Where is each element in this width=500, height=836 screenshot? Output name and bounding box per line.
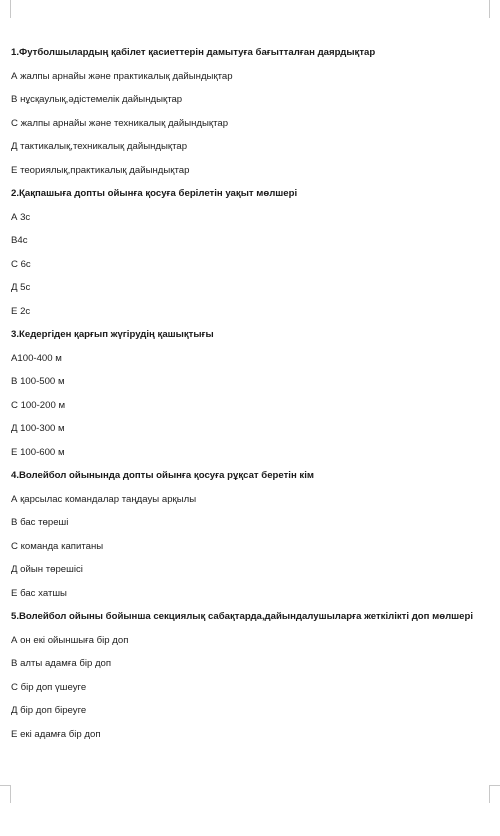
question-4-option-c: С команда капитаны [11, 540, 104, 552]
question-2-option-a: А 3с [11, 211, 31, 223]
question-5-option-a: А он екі ойыншыға бір доп [11, 634, 129, 646]
question-5-option-c: С бір доп үшеуге [11, 681, 87, 693]
question-3-option-e: Е 100-600 м [11, 446, 65, 458]
question-3: 3.Кедергіден қарғып жүгірудің қашықтығы [11, 329, 214, 340]
question-1-option-e: Е теориялық,практикалық дайындықтар [11, 164, 190, 176]
question-4-option-b: В бас төреші [11, 517, 69, 528]
question-2: 2.Қақпашыға допты ойынға қосуға берілетін уақыт мөлшері [11, 188, 298, 199]
crop-mark-bottom-right [489, 785, 490, 803]
question-1: 1.Футболшылардың қабілет қасиеттерін дамытуға бағытталған даярдықтар [11, 47, 376, 58]
crop-mark-bottom-left [10, 785, 11, 803]
question-2-option-d: Д 5с [11, 282, 31, 293]
question-4-option-d: Д ойын төрешісі [11, 564, 83, 575]
question-5: 5.Волейбол ойыны бойынша секциялық сабақтарда,дайындалушыларға жеткілікті доп мөлшері [11, 611, 474, 622]
question-4-option-a: А қарсылас командалар таңдауы арқылы [11, 493, 197, 505]
question-1-option-a: А жалпы арнайы және практикалық дайындықтар [11, 70, 233, 82]
document-body [11, 47, 495, 752]
crop-mark-top-left [10, 0, 11, 18]
question-2-option-b: В4с [11, 235, 28, 246]
question-4-option-e: Е бас хатшы [11, 587, 67, 599]
question-3-option-d: Д 100-300 м [11, 423, 65, 434]
crop-mark-bottom-right-horizontal [489, 785, 500, 786]
crop-mark-bottom-left-horizontal [0, 785, 11, 786]
question-4: 4.Волейбол ойынында допты ойынға қосуға рұқсат беретін кім [11, 470, 314, 481]
question-5-option-e: Е екі адамға бір доп [11, 728, 101, 740]
question-3-option-c: С 100-200 м [11, 399, 66, 411]
question-1-option-d: Д тактикалық,техникалық дайындықтар [11, 141, 188, 152]
crop-mark-top-right [489, 0, 490, 18]
question-2-option-e: Е 2с [11, 305, 31, 317]
question-5-option-b: В алты адамға бір доп [11, 658, 112, 669]
question-2-option-c: С 6с [11, 258, 31, 270]
question-5-option-d: Д бір доп біреуге [11, 705, 87, 716]
question-1-option-b: В нұсқаулық,әдістемелік дайындықтар [11, 94, 183, 105]
question-3-option-b: В 100-500 м [11, 376, 65, 387]
question-3-option-a: А100-400 м [11, 352, 62, 364]
question-1-option-c: С жалпы арнайы және техникалық дайындықтар [11, 117, 229, 129]
